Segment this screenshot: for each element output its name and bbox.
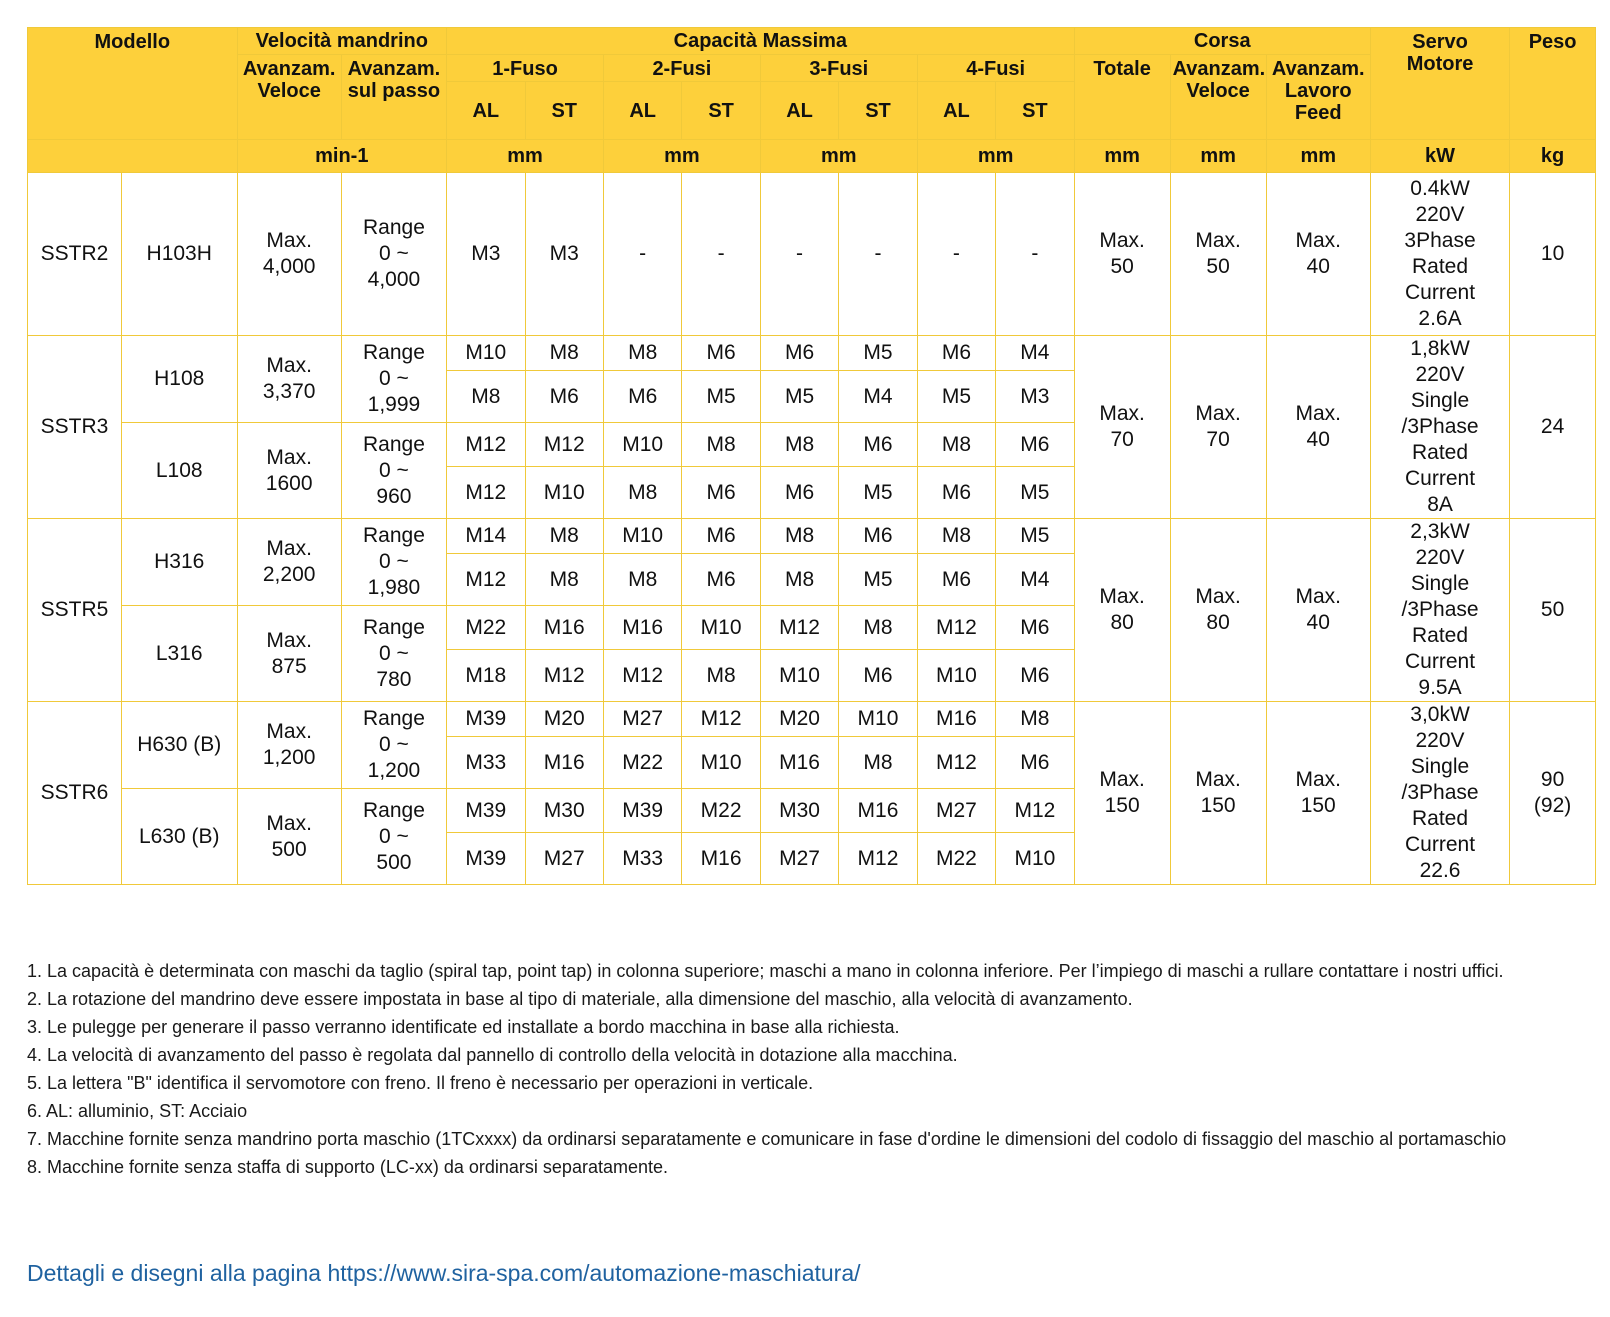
capacity-cell: M6 (917, 467, 995, 519)
capacity-cell: M33 (447, 737, 525, 789)
capacity-cell: M8 (917, 423, 995, 467)
units-mm: mm (603, 140, 760, 173)
capacity-cell: M39 (603, 789, 681, 833)
units-min: min-1 (237, 140, 447, 173)
capacity-cell: M5 (682, 371, 760, 423)
header-al: AL (447, 82, 525, 140)
note-item: 6. AL: alluminio, ST: Acciaio (27, 1101, 248, 1121)
header-st: ST (839, 82, 917, 140)
capacity-cell: - (996, 173, 1074, 336)
header-avanzam-veloce: Avanzam. Veloce (237, 55, 341, 140)
corsa-lavoro-cell: Max. 40 (1266, 173, 1370, 336)
capacity-cell: M22 (682, 789, 760, 833)
capacity-cell: M8 (525, 554, 603, 606)
capacity-cell: - (603, 173, 681, 336)
servo-cell: 2,3kW 220V Single /3Phase Rated Current 9.5A (1370, 519, 1509, 702)
speed-passo-cell: Range 0 ~ 960 (341, 423, 446, 519)
header-4-fusi: 4-Fusi (917, 55, 1074, 82)
units-mm: mm (447, 140, 604, 173)
capacity-cell: M6 (839, 650, 917, 702)
corsa-veloce-cell: Max. 150 (1170, 702, 1266, 885)
capacity-cell: M6 (682, 554, 760, 606)
capacity-cell: M5 (839, 554, 917, 606)
capacity-cell: M22 (447, 606, 525, 650)
capacity-cell: M6 (682, 336, 760, 371)
units-kw: kW (1370, 140, 1509, 173)
capacity-cell: M27 (603, 702, 681, 737)
header-al: AL (603, 82, 681, 140)
model-cell: L316 (121, 606, 237, 702)
header-totale: Totale (1074, 55, 1170, 140)
corsa-lavoro-cell: Max. 40 (1266, 336, 1370, 519)
capacity-cell: M6 (760, 336, 838, 371)
notes-list (27, 958, 1587, 1182)
capacity-cell: M10 (682, 606, 760, 650)
capacity-cell: M6 (917, 554, 995, 606)
header-corsa-veloce: Avanzam. Veloce (1170, 55, 1266, 140)
capacity-cell: M6 (996, 606, 1074, 650)
capacity-cell: M12 (447, 554, 525, 606)
capacity-cell: M12 (917, 737, 995, 789)
header-peso: Peso (1510, 28, 1596, 140)
capacity-cell: M27 (917, 789, 995, 833)
capacity-cell: M4 (839, 371, 917, 423)
corsa-lavoro-cell: Max. 40 (1266, 519, 1370, 702)
capacity-cell: M12 (760, 606, 838, 650)
capacity-cell: M10 (603, 519, 681, 554)
capacity-cell: M6 (996, 737, 1074, 789)
capacity-cell: - (760, 173, 838, 336)
capacity-cell: M10 (603, 423, 681, 467)
speed-veloce-cell: Max. 1,200 (237, 702, 341, 789)
speed-veloce-cell: Max. 1600 (237, 423, 341, 519)
capacity-cell: M12 (525, 650, 603, 702)
speed-passo-cell: Range 0 ~ 1,980 (341, 519, 446, 606)
capacity-cell: M12 (447, 467, 525, 519)
series-cell: SSTR2 (28, 173, 122, 336)
series-cell: SSTR3 (28, 336, 122, 519)
capacity-cell: M16 (917, 702, 995, 737)
capacity-cell: M8 (603, 554, 681, 606)
header-st: ST (682, 82, 760, 140)
speed-passo-cell: Range 0 ~ 500 (341, 789, 446, 885)
capacity-cell: M12 (682, 702, 760, 737)
capacity-cell: M8 (839, 737, 917, 789)
capacity-cell: M3 (447, 173, 525, 336)
header-servo: Servo Motore (1370, 28, 1509, 140)
capacity-cell: M6 (682, 467, 760, 519)
units-mm: mm (1074, 140, 1170, 173)
header-2-fusi: 2-Fusi (603, 55, 760, 82)
peso-cell: 90 (92) (1510, 702, 1596, 885)
capacity-cell: M18 (447, 650, 525, 702)
capacity-cell: M10 (917, 650, 995, 702)
capacity-cell: M6 (760, 467, 838, 519)
capacity-cell: M39 (447, 833, 525, 885)
units-mm: mm (1170, 140, 1266, 173)
capacity-cell: M6 (917, 336, 995, 371)
header-corsa: Corsa (1074, 28, 1370, 55)
corsa-totale-cell: Max. 50 (1074, 173, 1170, 336)
capacity-cell: M22 (917, 833, 995, 885)
units-blank (28, 140, 238, 173)
model-cell: L108 (121, 423, 237, 519)
header-modello: Modello (28, 28, 238, 140)
capacity-cell: M8 (682, 650, 760, 702)
capacity-cell: M5 (839, 467, 917, 519)
details-link[interactable]: Dettagli e disegni alla pagina https://www.sira-spa.com/automazione-maschiatura/ (27, 1260, 861, 1286)
model-cell: H108 (121, 336, 237, 423)
capacity-cell: M5 (996, 519, 1074, 554)
capacity-cell: M10 (839, 702, 917, 737)
corsa-veloce-cell: Max. 80 (1170, 519, 1266, 702)
capacity-cell: M8 (760, 519, 838, 554)
capacity-cell: M16 (760, 737, 838, 789)
capacity-cell: - (839, 173, 917, 336)
capacity-cell: M3 (996, 371, 1074, 423)
speed-veloce-cell: Max. 4,000 (237, 173, 341, 336)
capacity-cell: M12 (447, 423, 525, 467)
capacity-cell: M22 (603, 737, 681, 789)
table-row (28, 173, 1596, 336)
capacity-cell: - (917, 173, 995, 336)
header-3-fusi: 3-Fusi (760, 55, 917, 82)
note-item: 8. Macchine fornite senza staffa di supporto (LC-xx) da ordinarsi separatamente. (27, 1157, 668, 1177)
table-body (28, 173, 1596, 885)
capacity-cell: M10 (996, 833, 1074, 885)
corsa-totale-cell: Max. 80 (1074, 519, 1170, 702)
speed-veloce-cell: Max. 875 (237, 606, 341, 702)
note-item: 4. La velocità di avanzamento del passo è regolata dal pannello di controllo della velocità in dotazione alla macchina. (27, 1045, 958, 1065)
capacity-cell: M4 (996, 554, 1074, 606)
note-item: 1. La capacità è determinata con maschi da taglio (spiral tap, point tap) in colonna superiore; maschi a mano in colonna inferiore. Per l’impiego di maschi a rullare contattare i nostri uffici. (27, 961, 1504, 981)
header-al: AL (760, 82, 838, 140)
speed-passo-cell: Range 0 ~ 780 (341, 606, 446, 702)
header-capacita: Capacità Massima (447, 28, 1075, 55)
capacity-cell: M16 (525, 737, 603, 789)
peso-cell: 50 (1510, 519, 1596, 702)
capacity-cell: M27 (760, 833, 838, 885)
speed-passo-cell: Range 0 ~ 1,200 (341, 702, 446, 789)
capacity-cell: M5 (839, 336, 917, 371)
capacity-cell: M16 (839, 789, 917, 833)
note-item: 3. Le pulegge per generare il passo verranno identificate ed installate a bordo macchina in base alla richiesta. (27, 1017, 900, 1037)
capacity-cell: M8 (760, 554, 838, 606)
capacity-cell: M12 (839, 833, 917, 885)
header-al: AL (917, 82, 995, 140)
header-corsa-lavoro: Avanzam. Lavoro Feed (1266, 55, 1370, 140)
peso-cell: 10 (1510, 173, 1596, 336)
servo-cell: 3,0kW 220V Single /3Phase Rated Current 22.6 (1370, 702, 1509, 885)
header-1-fuso: 1-Fuso (447, 55, 604, 82)
units-mm: mm (760, 140, 917, 173)
speed-veloce-cell: Max. 2,200 (237, 519, 341, 606)
capacity-cell: M12 (603, 650, 681, 702)
spec-table (27, 27, 1596, 885)
header-st: ST (525, 82, 603, 140)
capacity-cell: M14 (447, 519, 525, 554)
capacity-cell: M3 (525, 173, 603, 336)
capacity-cell: M30 (760, 789, 838, 833)
capacity-cell: M8 (917, 519, 995, 554)
model-cell: L630 (B) (121, 789, 237, 885)
capacity-cell: M5 (996, 467, 1074, 519)
capacity-cell: M6 (996, 650, 1074, 702)
capacity-cell: M10 (447, 336, 525, 371)
note-item: 2. La rotazione del mandrino deve essere impostata in base al tipo di materiale, alla dimensione del maschio, alla velocità di avanzamento. (27, 989, 1133, 1009)
capacity-cell: M16 (525, 606, 603, 650)
capacity-cell: M8 (839, 606, 917, 650)
speed-veloce-cell: Max. 3,370 (237, 336, 341, 423)
capacity-cell: M8 (603, 336, 681, 371)
corsa-veloce-cell: Max. 50 (1170, 173, 1266, 336)
series-cell: SSTR6 (28, 702, 122, 885)
capacity-cell: M16 (682, 833, 760, 885)
capacity-cell: M5 (917, 371, 995, 423)
header-st: ST (996, 82, 1074, 140)
series-cell: SSTR5 (28, 519, 122, 702)
model-cell: H316 (121, 519, 237, 606)
capacity-cell: M8 (603, 467, 681, 519)
capacity-cell: M8 (447, 371, 525, 423)
capacity-cell: M5 (760, 371, 838, 423)
model-cell: H103H (121, 173, 237, 336)
capacity-cell: M8 (525, 519, 603, 554)
capacity-cell: M10 (760, 650, 838, 702)
corsa-lavoro-cell: Max. 150 (1266, 702, 1370, 885)
peso-cell: 24 (1510, 336, 1596, 519)
capacity-cell: M6 (682, 519, 760, 554)
capacity-cell: - (682, 173, 760, 336)
capacity-cell: M20 (760, 702, 838, 737)
note-item: 5. La lettera "B" identifica il servomotore con freno. Il freno è necessario per operazioni in verticale. (27, 1073, 814, 1093)
units-mm: mm (917, 140, 1074, 173)
capacity-cell: M12 (996, 789, 1074, 833)
units-mm: mm (1266, 140, 1370, 173)
capacity-cell: M10 (682, 737, 760, 789)
table-row (28, 519, 1596, 554)
capacity-cell: M6 (839, 423, 917, 467)
capacity-cell: M12 (525, 423, 603, 467)
capacity-cell: M39 (447, 702, 525, 737)
corsa-totale-cell: Max. 70 (1074, 336, 1170, 519)
speed-passo-cell: Range 0 ~ 4,000 (341, 173, 446, 336)
corsa-veloce-cell: Max. 70 (1170, 336, 1266, 519)
note-item: 7. Macchine fornite senza mandrino porta maschio (1TCxxxx) da ordinarsi separatamente e comunicare in fase d'ordine le dimensioni del codolo di fissaggio del maschio al portamaschio (27, 1129, 1507, 1149)
table-row (28, 336, 1596, 371)
table-header (28, 28, 1596, 173)
model-cell: H630 (B) (121, 702, 237, 789)
capacity-cell: M10 (525, 467, 603, 519)
capacity-cell: M20 (525, 702, 603, 737)
servo-cell: 0.4kW 220V 3Phase Rated Current 2.6A (1370, 173, 1509, 336)
units-kg: kg (1510, 140, 1596, 173)
capacity-cell: M6 (603, 371, 681, 423)
capacity-cell: M30 (525, 789, 603, 833)
capacity-cell: M6 (996, 423, 1074, 467)
capacity-cell: M8 (760, 423, 838, 467)
capacity-cell: M33 (603, 833, 681, 885)
capacity-cell: M4 (996, 336, 1074, 371)
header-avanzam-passo: Avanzam. sul passo (341, 55, 446, 140)
capacity-cell: M6 (525, 371, 603, 423)
capacity-cell: M8 (682, 423, 760, 467)
capacity-cell: M6 (839, 519, 917, 554)
servo-cell: 1,8kW 220V Single /3Phase Rated Current 8A (1370, 336, 1509, 519)
header-velocita: Velocità mandrino (237, 28, 447, 55)
capacity-cell: M8 (525, 336, 603, 371)
corsa-totale-cell: Max. 150 (1074, 702, 1170, 885)
capacity-cell: M12 (917, 606, 995, 650)
table-row (28, 702, 1596, 737)
speed-veloce-cell: Max. 500 (237, 789, 341, 885)
capacity-cell: M16 (603, 606, 681, 650)
speed-passo-cell: Range 0 ~ 1,999 (341, 336, 446, 423)
capacity-cell: M39 (447, 789, 525, 833)
capacity-cell: M27 (525, 833, 603, 885)
capacity-cell: M8 (996, 702, 1074, 737)
